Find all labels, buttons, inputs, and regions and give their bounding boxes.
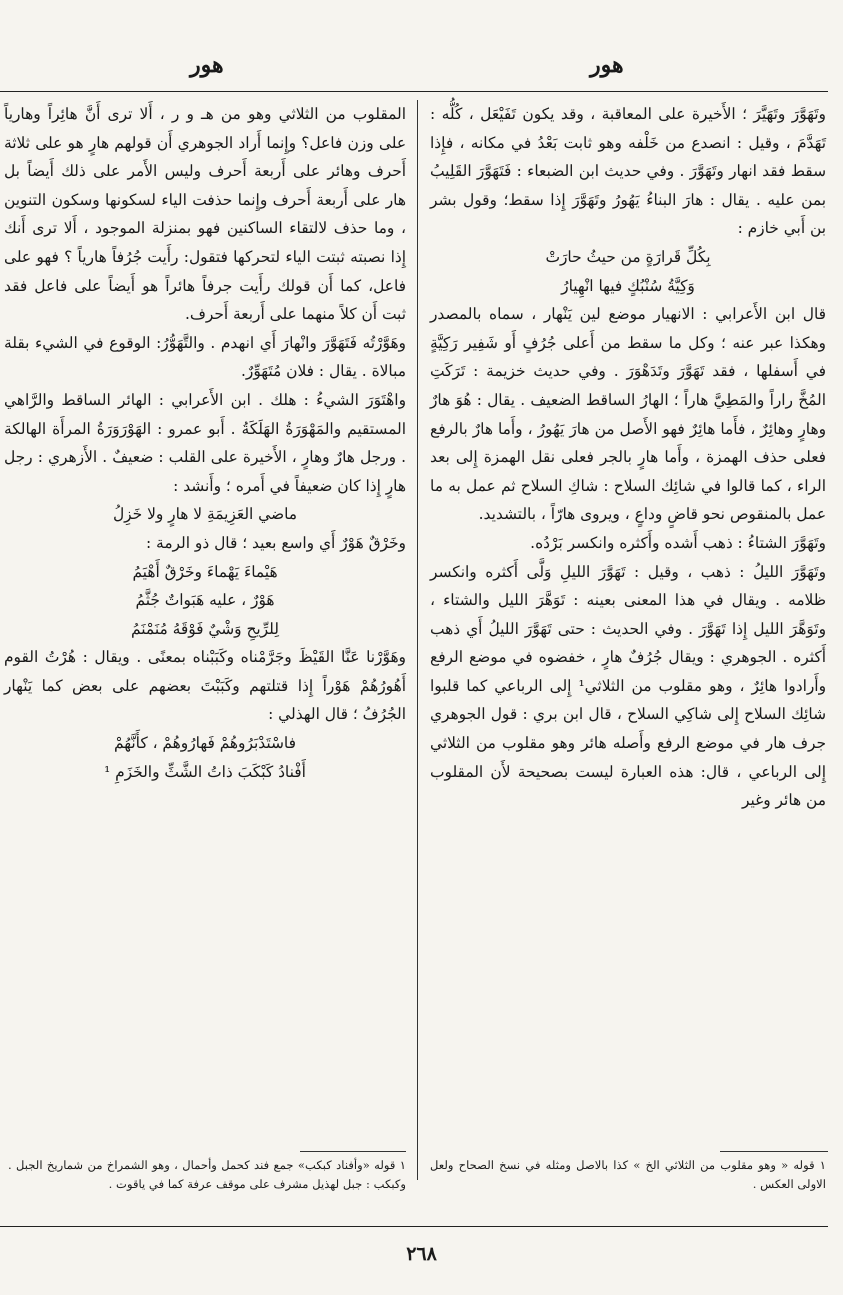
verse-line: هَيْماءَ يَهْماءَ وخَرْقٌ أَهْيَمُ	[132, 562, 278, 581]
verse-line: ماضي العَزِيمَةِ لا هارٍ ولا خَزِلُ	[112, 505, 298, 524]
verse-line: لِلرِّيحِ وَشْيٌ فَوْقَهُ مُنَمْنَمُ	[131, 619, 279, 638]
paragraph: وهَوَّرْنا عَنَّا القَيْظَ وجَرَّمْناه وكَبَبْناه بمعنًى . ويقال : هُرْتُ القوم أَهُورُهُمْ هَوْراً إِذا قتلتهم وكَبَبْتَ بعضهم على بعض كما يَنْهار الجُرُفُ ؛ قال الهذلي :	[4, 648, 406, 724]
verse-line: بِكُلِّ قَرارَةٍ من حيثُ حارَتْ	[545, 247, 711, 266]
footer-rule	[0, 1226, 828, 1227]
column-divider	[417, 100, 418, 1180]
footnote-separator	[300, 1151, 406, 1152]
left-column	[4, 100, 406, 786]
paragraph: وتَهَوَّرَ الليلُ : ذهب ، وقيل : تَهَوَّرَ الليلِ وَلَّى أَكثره وانكسر ظلامه . ويقال في هذا المعنى بعينه : تَوَهَّرَ الليل والشتاء ، وتَوَهَّرَ الليل إِذا تَهَوَّرَ . وفي الحديث : حتى تَهَوَّرَ الليلُ أَي ذهب أَكثره . الجوهري : ويقال جُرُفٌ هارٍ ، خفضوه في موضع الرفع وأَرادوا هائِرٌ ، وهو مقلوب من الثلاثي¹ إِلى الرباعي كما قلبوا شائِك السلاح إِلى شاكِي السلاح ، قال ابن بري : قول الجوهري جرف هار في موضع الرفع وأَصله هائر وهو مقلوب من الثلاثي إِلى الرباعي ، قال: هذه العبارة ليست بصحيحة لأَن المقلوب من هائر وغير	[430, 562, 826, 810]
header-rule	[0, 91, 828, 92]
footnote-text: ١ قوله « وهو مقلوب من الثلاثي الخ » كذا بالاصل ومثله في نسخ الصحاح ولعل الاولى العكس .	[430, 1158, 826, 1191]
paragraph: وخَرْقٌ هَوْرٌ أَي واسع بعيد ؛ قال ذو الرمة :	[145, 533, 406, 552]
running-header-left: هور	[190, 52, 224, 78]
running-header-right: هور	[590, 52, 624, 78]
paragraph: وتَهَوَّرَ الشتاءُ : ذهب أَشده وأَكثره وانكسر بَرْدُه.	[530, 533, 826, 552]
verse-line: أَفْنادُ كَبْكَبَ ذاتُ الشَّثِّ والخَزَمِ ¹	[104, 762, 306, 781]
paragraph: واهْتَوَرَ الشيءُ : هلك . ابن الأَعرابي : الهائر الساقط والرَّاهي المستقيم والمَهْوَرَةُ الهَلَكَةُ . أَبو عمرو : الهَوْرَوَرَةُ المرأَة الهالكة . ورجل هارٌ وهارٍ ، الأَخيرة على القلب : ضعيفٌ . الأَزهري : رجل هارٍ إِذا كان ضعيفاً في أَمره ؛ وأَنشد :	[4, 390, 406, 495]
verse-line: وَكِيَّةُ سُنْبُكٍ فيها انْهِيارُ	[561, 276, 695, 295]
verse-line: فاسْتَدْبَرُوهُمْ فَهارُوهُمْ ، كأَنَّهُمْ	[114, 734, 296, 753]
paragraph: وهَوَّرْتُه فَتَهَوَّرَ وانْهارَ أَي انهدم . والتَّهَوُّرُ: الوقوع في الشيء بقلة مبالاة . يقال : فلان مُتَهَوِّرٌ.	[4, 333, 406, 381]
paragraph: قال ابن الأَعرابي : الانهيار موضع لين يَنْهار ، سماه بالمصدر وهكذا عبر عنه ؛ وكل ما سقط من أَعلى جُرُفٍ أَو شَفِير رَكِيَّةٍ في أَسفلها ، فقد تَهَوَّرَ وتَدَهْوَرَ . وفي حديث خزيمة : تَرَكَتِ المُخَّ راراً والمَطِيَّ هاراً ؛ الهارُ الساقط الضعيف . يقال : هُوَ هارٌ وهارٍ وهائِرٌ ، فأَما هائِرٌ فهو الأَصل من هارَ يَهُورُ ، وأَما هارٌ بالرفع فعلى حذف الهمزة ، وأَما هارٍ بالجر فعلى نقل الهمزة إِلى بعد الراء ، كما قالوا في شائِك السلاح : شاكِ السلاح ثم عمل به ما عمل بالمنقوص نحو قاضٍ وداعٍ ، ويروى هارّاً ، بالتشديد.	[430, 305, 826, 524]
footnote-right	[430, 1156, 826, 1194]
right-column	[430, 100, 826, 815]
page-number: ٢٦٨	[406, 1243, 437, 1265]
verse-line: هَوْرٌ ، عليه هَبَواتٌ جُثَّمُ	[135, 591, 275, 610]
paragraph: وتَهَوَّرَ وتَهَيَّرَ ؛ الأَخيرة على المعاقبة ، وقد يكون تَفَيْعَل ، كُلُّه : تَهَدَّمَ ، وقيل : انصدع من خَلْفه وهو ثابت بَعْدُ في مكانه ، فإِذا سقط فقد انهار وتَهَوَّرَ . وفي حديث ابن الضبعاء : فَتَهَوَّرَ القَلِيبُ بمن عليه . يقال : هارَ البناءُ يَهُورُ وتَهَوَّرَ إِذا سقط؛ وقول بشر بن أَبي خازم :	[430, 105, 826, 238]
footnote-text: ١ قوله «وأفناد كبكب» جمع فند كحمل وأحمال ، وهو الشمراخ من شماريخ الجبل . وكبكب : جبل لهذيل مشرف على موقف عرفة كما في ياقوت .	[8, 1158, 406, 1191]
footnote-separator	[720, 1151, 828, 1152]
paragraph: المقلوب من الثلاثي وهو من هـ و ر ، أَلا ترى أَنَّ هائِراً وهارياً على وزن فاعل؟ وإِنما أَراد الجوهري أَن قولهم هارٍ هو على ثلاثة أَحرف وهائر على أَربعة أَحرف وليس الأَمر على ذلك أَيضاً بل هار على أَربعة أَحرف وإِنما حذفت الياء لسكونها وسكون التنوين ، وما حذف لالتقاء الساكنين فهو بمنزلة الموجود ، أَلا ترى أَنك إِذا نصبته ثبتت الياء لتحركها فتقول: رأَيت جُرُفاً هارياً ؟ فهو على فاعل، كما أَن قولك رأَيت جرفاً هائراً هو أَيضاً على فاعل فقد ثبت أَن كلاً منهما على أَربعة أَحرف.	[4, 105, 406, 324]
footnote-left	[8, 1156, 406, 1194]
